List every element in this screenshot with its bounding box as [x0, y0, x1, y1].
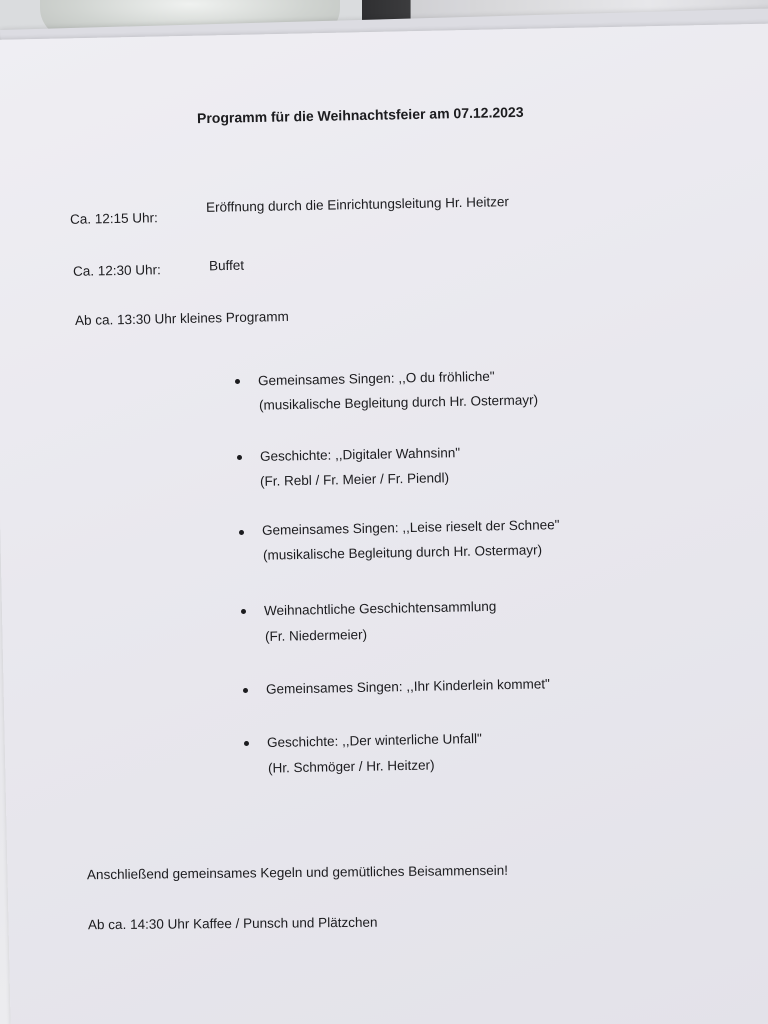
schedule-time-2: Ca. 12:30 Uhr:	[72, 262, 161, 279]
schedule-text-1: Eröffnung durch die Einrichtungsleitung Hr. Heitzer	[205, 194, 510, 215]
program-item-1-title: Gemeinsames Singen: ,,O du fröhliche"	[257, 368, 495, 389]
bullet-5	[243, 688, 248, 693]
bullet-3	[239, 530, 244, 535]
schedule-time-1: Ca. 12:15 Uhr:	[69, 210, 158, 227]
program-item-5-title: Gemeinsames Singen: ,,Ihr Kinderlein kommet"	[265, 676, 551, 697]
bullet-2	[237, 455, 242, 460]
program-item-2-detail: (Fr. Rebl / Fr. Meier / Fr. Piendl)	[259, 470, 450, 489]
closing-line-2: Ab ca. 14:30 Uhr Kaffee / Punsch und Plätzchen	[87, 914, 378, 933]
bullet-6	[244, 741, 249, 746]
document-title: Programm für die Weihnachtsfeier am 07.12.2023	[196, 103, 524, 127]
program-item-3-detail: (musikalische Begleitung durch Hr. Ostermayr)	[262, 542, 543, 563]
closing-line-1: Anschließend gemeinsames Kegeln und gemütliches Beisammensein!	[86, 862, 509, 883]
program-item-6-detail: (Hr. Schmöger / Hr. Heitzer)	[267, 757, 435, 776]
schedule-text-2: Buffet	[208, 257, 245, 274]
bullet-1	[235, 379, 240, 384]
program-item-1-detail: (musikalische Begleitung durch Hr. Ostermayr)	[258, 392, 539, 413]
program-item-4-detail: (Fr. Niedermeier)	[264, 627, 368, 644]
program-item-4-title: Weihnachtliche Geschichtensammlung	[263, 598, 497, 619]
program-item-2-title: Geschichte: ,,Digitaler Wahnsinn"	[259, 445, 461, 464]
bullet-4	[241, 609, 246, 614]
program-intro: Ab ca. 13:30 Uhr kleines Programm	[74, 308, 289, 329]
program-item-6-title: Geschichte: ,,Der winterliche Unfall"	[266, 730, 482, 751]
program-item-3-title: Gemeinsames Singen: ,,Leise rieselt der Schnee"	[261, 517, 560, 538]
